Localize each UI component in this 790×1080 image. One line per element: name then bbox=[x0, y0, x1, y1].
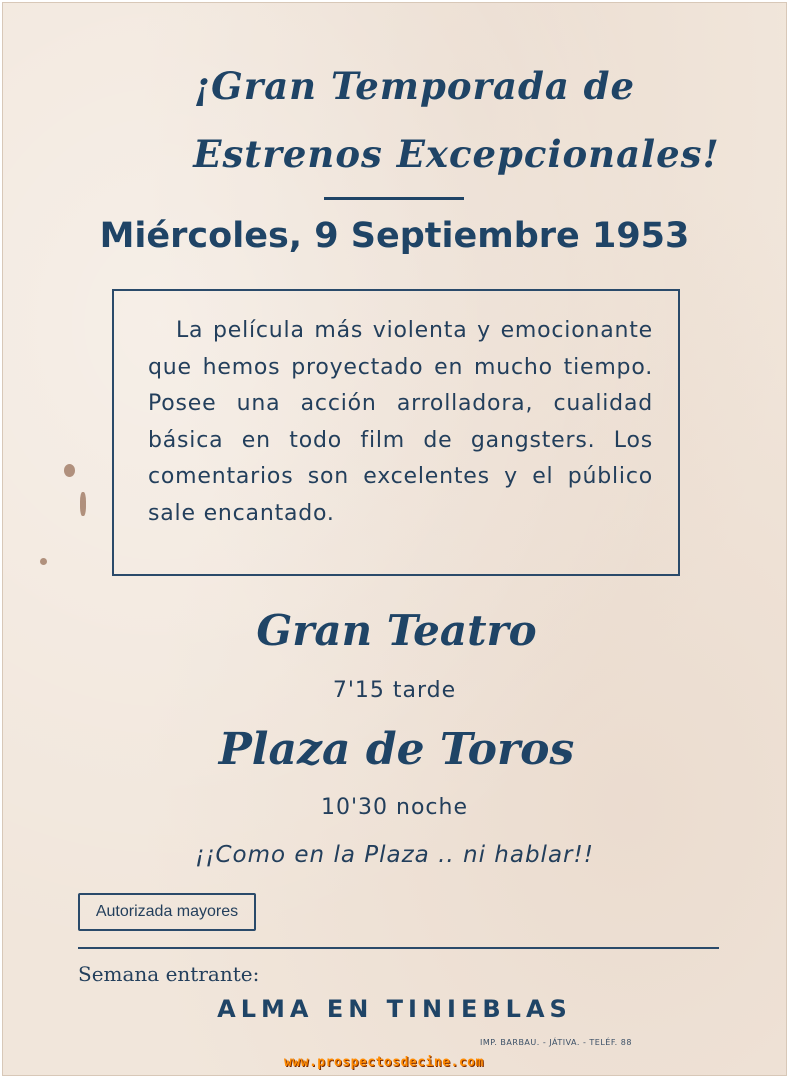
venue-1-time: 7'15 tarde bbox=[332, 678, 457, 703]
next-week-label: Semana entrante: bbox=[78, 962, 260, 986]
website-watermark: www.prospectosdecine.com bbox=[284, 1055, 484, 1070]
divider-short bbox=[324, 197, 464, 200]
description-text: La película más violenta y emocionante que hemos proyectado en mucho tiempo. Posee una acción arrolladora, cualidad básica en todo film de gangsters. Los comentarios son excelentes y el público sale encantado. bbox=[148, 318, 653, 526]
printer-credit: IMP. BARBAU. - JÁTIVA. - TELÉF. 88 bbox=[480, 1038, 632, 1047]
screening-date: Miércoles, 9 Septiembre 1953 bbox=[99, 216, 690, 256]
headline-line-1: ¡Gran Temporada de bbox=[193, 64, 636, 108]
headline-line-2: Estrenos Excepcionales! bbox=[193, 132, 720, 176]
rating-badge: Autorizada mayores bbox=[78, 893, 256, 931]
venue-2-time: 10'30 noche bbox=[320, 795, 468, 820]
paper-stain bbox=[64, 464, 75, 477]
venue-1-name: Gran Teatro bbox=[256, 606, 537, 655]
flyer-sheet bbox=[2, 2, 787, 1076]
description-box bbox=[112, 289, 680, 576]
venue-2-name: Plaza de Toros bbox=[218, 724, 575, 775]
paper-stain bbox=[80, 492, 86, 516]
paper-stain bbox=[40, 558, 47, 565]
slogan: ¡¡Como en la Plaza .. ni hablar!! bbox=[195, 842, 594, 868]
next-week-title: ALMA EN TINIEBLAS bbox=[217, 995, 572, 1023]
divider-long bbox=[78, 947, 719, 949]
